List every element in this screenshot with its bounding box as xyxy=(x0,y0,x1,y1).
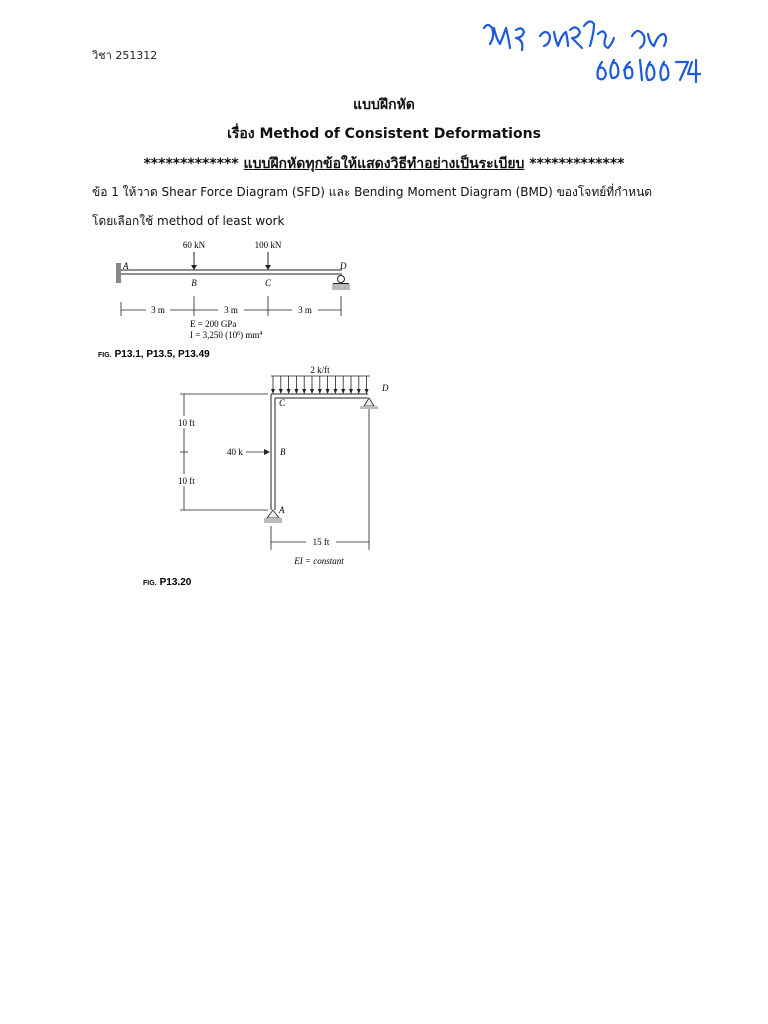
udl-arrow-head xyxy=(302,389,306,394)
modulus-label: E = 200 GPa xyxy=(190,319,237,329)
handwritten-signature xyxy=(470,14,720,94)
span-bc-label: 3 m xyxy=(224,305,238,315)
frame-point-a: A xyxy=(279,505,285,515)
point-b-label: B xyxy=(191,278,197,288)
height-label-upper: 10 ft xyxy=(178,418,195,428)
frame-point-d: D xyxy=(382,383,389,393)
span-label: 15 ft xyxy=(312,537,330,547)
udl-arrow-head xyxy=(310,389,314,394)
udl-arrow-head xyxy=(326,389,330,394)
span-cd-label: 3 m xyxy=(298,305,312,315)
question-1-method: โดยเลือกใช้ method of least work xyxy=(92,214,285,228)
pin-support-d xyxy=(360,398,378,409)
roller-support-d xyxy=(332,276,350,291)
instruction-line xyxy=(0,153,768,175)
point-d-label: D xyxy=(340,261,347,271)
udl-arrow-head xyxy=(357,389,361,394)
udl-arrow-head xyxy=(271,389,275,394)
stars-left: ************* xyxy=(143,156,244,172)
load-arrow-b xyxy=(191,252,197,270)
udl-arrow-head xyxy=(279,389,283,394)
udl-arrow-group xyxy=(271,376,369,394)
figure-2-frame xyxy=(140,364,400,594)
load-arrow-c xyxy=(265,252,271,270)
stiffness-label: EI = constant xyxy=(294,556,344,566)
udl-arrow-head xyxy=(341,389,345,394)
load-c-label: 100 kN xyxy=(254,240,282,250)
horizontal-force-arrow xyxy=(246,449,270,455)
udl-arrow-head xyxy=(287,389,291,394)
figure-1-caption: FIG. P13.1, P13.5, P13.49 xyxy=(98,349,210,360)
fixed-support-a xyxy=(116,263,121,283)
figure-1-beam xyxy=(90,236,390,366)
udl-arrow-head xyxy=(333,389,337,394)
stars-right: ************* xyxy=(524,156,625,172)
question-1-text: ข้อ 1 ให้วาด Shear Force Diagram (SFD) และ Bending Moment Diagram (BMD) ของโจทย์ที่กำหนด xyxy=(92,185,653,199)
span-ab-label: 3 m xyxy=(151,305,165,315)
course-code: วิชา 251312 xyxy=(92,49,158,62)
udl-arrow-head xyxy=(365,389,369,394)
exercise-title: แบบฝึกหัด xyxy=(353,97,415,113)
figure-2-caption: FIG. P13.20 xyxy=(143,577,192,588)
horizontal-force-label: 40 k xyxy=(227,447,243,457)
instruction-text: แบบฝึกหัดทุกข้อให้แสดงวิธีทำอย่างเป็นระเบียบ xyxy=(243,156,525,172)
udl-arrow-head xyxy=(349,389,353,394)
udl-arrow-head xyxy=(294,389,298,394)
inertia-label: I = 3,250 $(10^6)$ $mm^4$ xyxy=(190,330,263,340)
height-label-lower: 10 ft xyxy=(178,476,195,486)
load-b-label: 60 kN xyxy=(182,240,206,250)
udl-label: 2 k/ft xyxy=(310,365,330,375)
udl-arrow-head xyxy=(318,389,322,394)
frame-point-b: B xyxy=(280,447,286,457)
point-a-label: A xyxy=(123,261,129,271)
frame-point-c: C xyxy=(279,398,286,408)
topic-title: เรื่อง Method of Consistent Deformations xyxy=(227,126,541,142)
point-c-label: C xyxy=(264,278,272,288)
